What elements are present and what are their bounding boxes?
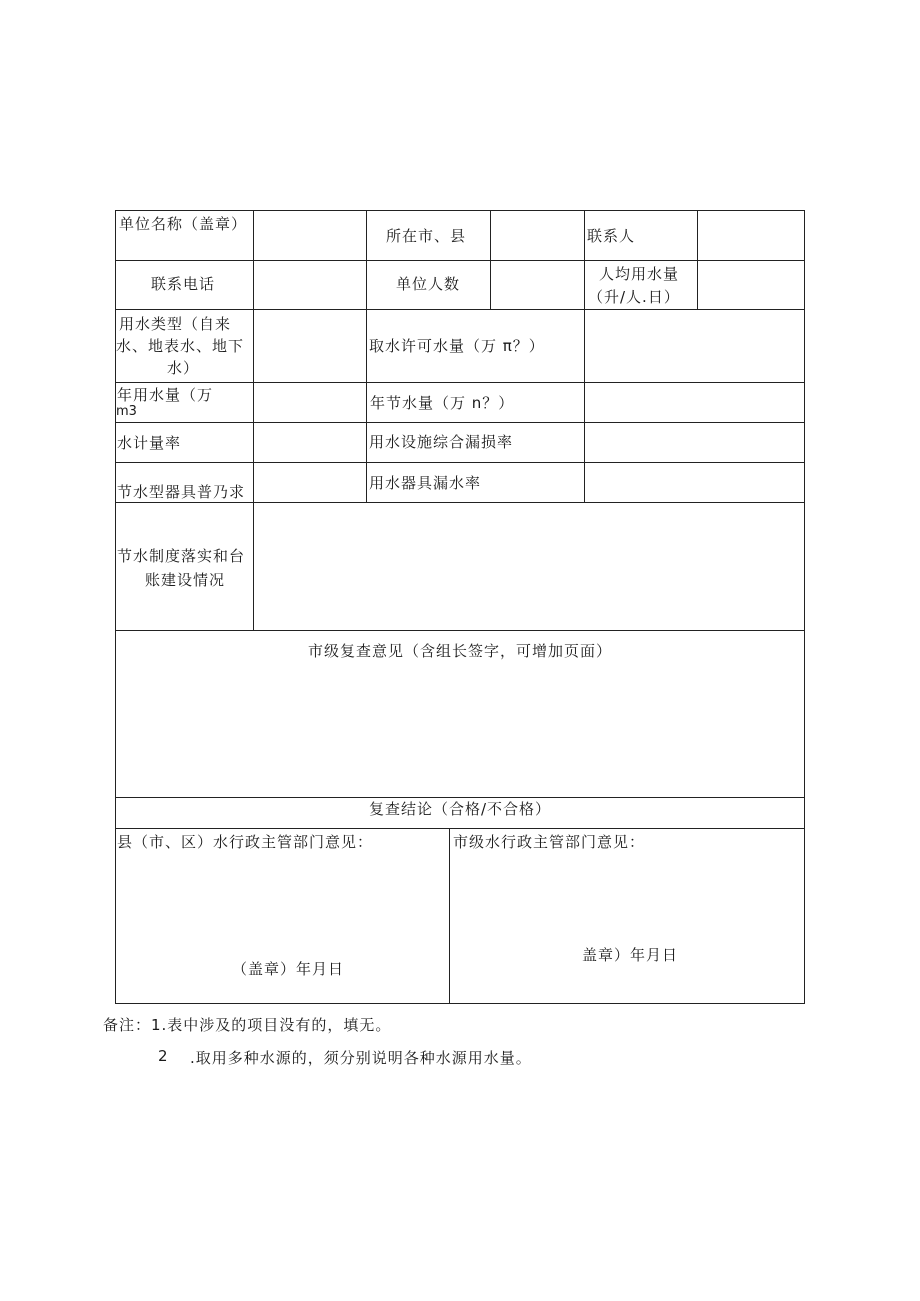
table-border-right — [804, 210, 805, 1004]
metering-rate-label: 水计量率 — [117, 434, 182, 452]
review-conclusion-label: 复查结论（合格/不合格） — [368, 800, 552, 818]
leakage-rate-label: 用水设施综合漏损率 — [369, 433, 514, 451]
note-2-number: 2 — [158, 1047, 169, 1065]
row-divider — [115, 382, 805, 383]
row-divider — [115, 828, 805, 829]
table-border-bottom — [115, 1003, 805, 1004]
contact-person-label: 联系人 — [587, 227, 636, 245]
row-divider — [115, 462, 805, 463]
note-2-text: .取用多种水源的，须分别说明各种水源用水量。 — [190, 1049, 532, 1067]
water-type-label-line3: 水） — [167, 359, 200, 377]
county-seal-date: （盖章）年月日 — [232, 960, 345, 978]
column-divider — [366, 210, 367, 502]
column-divider — [490, 210, 491, 309]
table-border-left — [115, 210, 116, 1004]
unit-headcount-label: 单位人数 — [396, 275, 461, 293]
column-divider — [253, 210, 254, 630]
note-1: 备注：1.表中涉及的项目没有的，填无。 — [103, 1016, 392, 1034]
water-type-label-line2: 水、地表水、地下 — [116, 337, 245, 355]
saving-appliance-label: 节水型器具普乃求 — [117, 483, 246, 501]
column-divider — [449, 828, 450, 1003]
system-label-line2: 账建设情况 — [145, 571, 226, 589]
appliance-leak-label: 用水器具漏水率 — [369, 474, 482, 492]
annual-saving-label: 年节水量（万 n？） — [370, 394, 515, 412]
city-review-label: 市级复查意见（含组长签字，可增加页面） — [307, 642, 612, 660]
system-label: 节水制度落实和台 — [117, 547, 246, 565]
permit-volume-label: 取水许可水量（万 π？） — [369, 337, 545, 355]
water-type-label: 用水类型（自来 — [119, 315, 232, 333]
per-capita-water-label: 人均用水量 — [599, 265, 680, 283]
per-capita-water-unit: （升/人.日） — [588, 288, 680, 306]
annual-use-unit: m3 — [116, 404, 137, 419]
table-border-top — [115, 210, 805, 211]
row-divider — [115, 309, 805, 310]
column-divider — [584, 210, 585, 502]
unit-name-label: 单位名称（盖章） — [119, 215, 248, 233]
column-divider — [697, 210, 698, 309]
contact-phone-label: 联系电话 — [151, 275, 216, 293]
city-county-label: 所在市、县 — [386, 227, 467, 245]
city-seal-date: 盖章）年月日 — [582, 946, 679, 964]
county-opinion-label: 县（市、区）水行政主管部门意见： — [117, 833, 374, 851]
city-opinion-label: 市级水行政主管部门意见： — [453, 833, 646, 851]
row-divider — [115, 422, 805, 423]
row-divider — [115, 630, 805, 631]
annual-use-label: 年用水量（万 — [117, 386, 214, 404]
row-divider — [115, 260, 805, 261]
